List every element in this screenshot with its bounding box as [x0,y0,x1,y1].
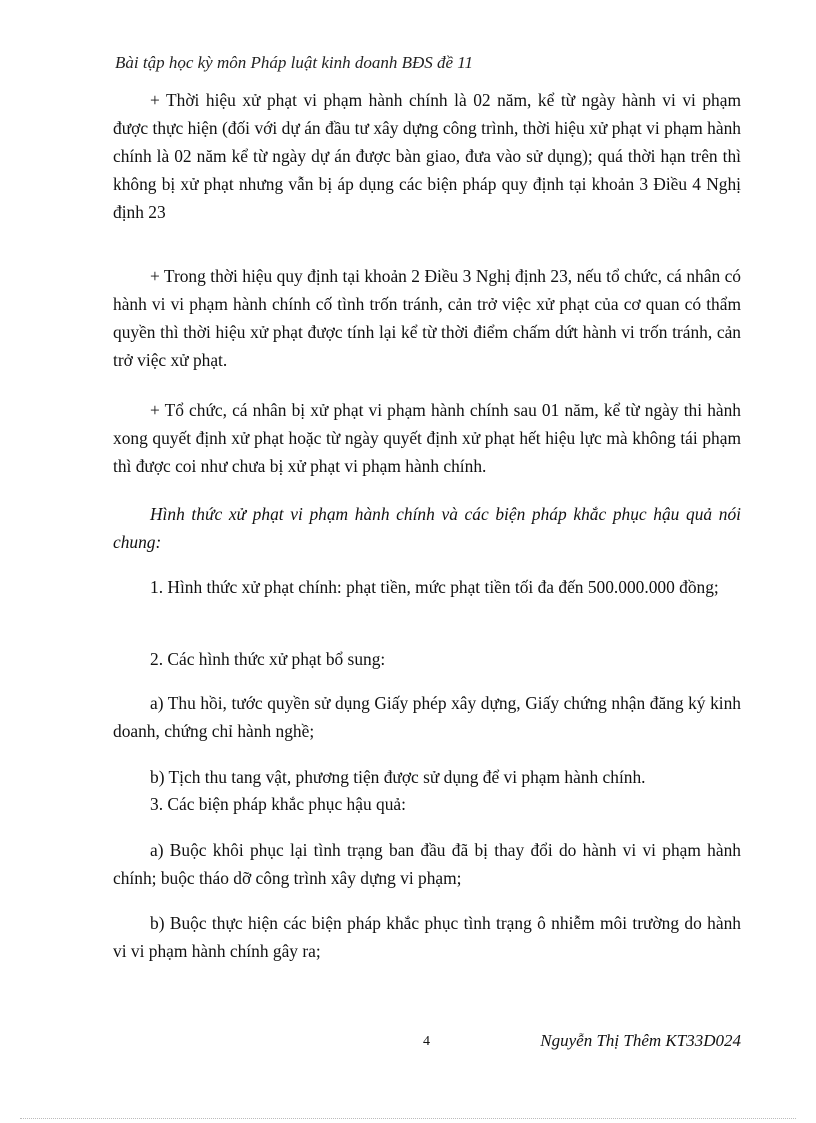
list-item-additional-penalties: 2. Các hình thức xử phạt bổ sung: [150,649,386,669]
footer-author: Nguyễn Thị Thêm KT33D024 [540,1031,741,1050]
page-number: 4 [423,1034,430,1049]
running-header: Bài tập học kỳ môn Pháp luật kinh doanh BĐS đề 11 [115,53,474,72]
list-item-remedial-measures: 3. Các biện pháp khắc phục hậu quả: [150,794,406,814]
list-item-restore-state: a) Buộc khôi phục lại tình trạng ban đầu đã bị thay đổi do hành vi vi phạm hành chính; buộc tháo dỡ công trình xây dựng vi phạm; [113,840,741,888]
list-item-revoke-license: a) Thu hồi, tước quyền sử dụng Giấy phép xây dựng, Giấy chứng nhận đăng ký kinh doanh, chứng chỉ hành nghề; [113,693,741,741]
list-item-confiscate: b) Tịch thu tang vật, phương tiện được sử dụng để vi phạm hành chính. [150,767,646,787]
page-bottom-divider [20,1118,796,1119]
paragraph-evasion: + Trong thời hiệu quy định tại khoản 2 Điều 3 Nghị định 23, nếu tổ chức, cá nhân có hành vi vi phạm hành chính cố tình trốn tránh, cản trở việc xử phạt của cơ quan có thẩm quyền thì thời hiệu xử phạt được tính lại kể từ thời điểm chấm dứt hành vi trốn tránh, cản trở việc xử phạt. [113,266,741,370]
list-item-pollution: b) Buộc thực hiện các biện pháp khắc phục tình trạng ô nhiễm môi trường do hành vi vi phạm hành chính gây ra; [113,913,741,961]
paragraph-statute-limitation: + Thời hiệu xử phạt vi phạm hành chính là 02 năm, kể từ ngày hành vi vi phạm được thực hiện (đối với dự án đầu tư xây dựng công trình, thời hiệu xử phạt vi phạm hành chính là 02 năm kể từ ngày dự án được bàn giao, đưa vào sử dụng); quá thời hạn trên thì không bị xử phạt nhưng vẫn bị áp dụng các biện pháp quy định tại khoản 3 Điều 4 Nghị định 23 [113,90,741,222]
list-item-main-penalty: 1. Hình thức xử phạt chính: phạt tiền, mức phạt tiền tối đa đến 500.000.000 đồng; [150,577,719,597]
paragraph-no-reoffense: + Tổ chức, cá nhân bị xử phạt vi phạm hành chính sau 01 năm, kể từ ngày thi hành xong quyết định xử phạt hoặc từ ngày quyết định xử phạt hết hiệu lực mà không tái phạm thì được coi như chưa bị xử phạt vi phạm hành chính. [113,400,741,476]
section-heading-forms: Hình thức xử phạt vi phạm hành chính và các biện pháp khắc phục hậu quả nói chung: [113,504,741,552]
